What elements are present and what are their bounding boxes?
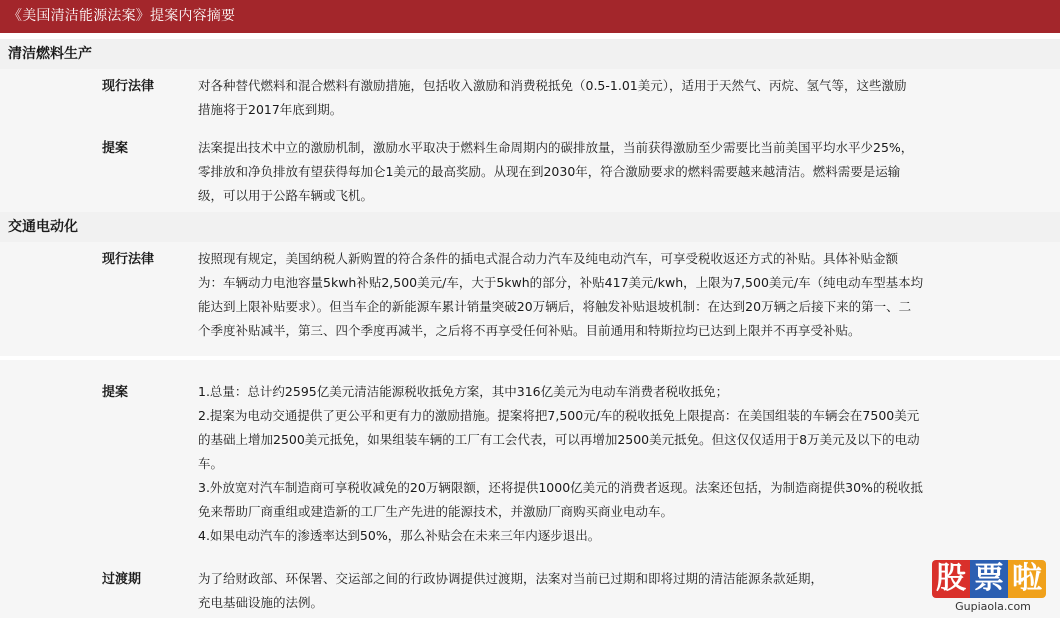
row-label-transition: 过渡期: [102, 572, 142, 587]
text-line: 1.总量：总计约2595亿美元清洁能源税收抵免方案，其中316亿美元为电动车消费者税收抵免；: [198, 384, 729, 399]
row-text-transition: [198, 567, 938, 615]
text-line: 法案提出技术中立的激励机制，激励水平取决于燃料生命周期内的碳排放量，当前获得激励至少需要比当前美国平均水平少25%，: [198, 140, 914, 155]
section-heading-transport-electrification: 交通电动化: [0, 212, 1060, 242]
row-label-proposal: 提案: [102, 141, 129, 156]
row-text-proposal: [198, 380, 1056, 548]
text-line: 的基础上增加2500美元抵免，如果组装车辆的工厂有工会代表，可以再增加2500美元抵免。但这仅仅适用于8万美元及以下的电动: [198, 432, 920, 447]
text-line: 措施将于2017年底到期。: [198, 102, 343, 117]
text-line: 4.如果电动汽车的渗透率达到50%，那么补贴会在未来三年内逐步退出。: [198, 528, 601, 543]
watermark-char: 票: [970, 560, 1008, 598]
text-line: 为了给财政部、环保署、交运部之间的行政协调提供过渡期，法案对当前已过期和即将过期的清洁能源条款延期，: [198, 571, 824, 586]
row-label-proposal: 提案: [102, 385, 129, 400]
text-line: 车。: [198, 456, 224, 471]
row-text-proposal: [198, 136, 1056, 208]
watermark-char: 啦: [1008, 560, 1046, 598]
row-text-current-law: [198, 74, 1056, 122]
text-line: 按照现有规定，美国纳税人新购置的符合条件的插电式混合动力汽车及纯电动汽车，可享受税收返还方式的补贴。具体补贴金额: [198, 251, 899, 266]
text-line: 充电基础设施的法例。: [198, 595, 324, 610]
row-text-current-law: [198, 247, 1056, 343]
text-line: 级，可以用于公路车辆或飞机。: [198, 188, 374, 203]
text-line: 免来帮助厂商重组或建造新的工厂生产先进的能源技术，并激励厂商购买商业电动车。: [198, 504, 674, 519]
text-line: 能达到上限补贴要求）。但当车企的新能源车累计销量突破20万辆后，将触发补贴退坡机制：在达到20万辆之后接下来的第一、二: [198, 299, 912, 314]
text-line: 为：车辆动力电池容量5kwh补贴2,500美元/车，大于5kwh的部分，补贴417美元/kwh，上限为7,500美元/车（纯电动车型基本均: [198, 275, 924, 290]
text-line: 3.外放宽对汽车制造商可享税收减免的20万辆限额，还将提供1000亿美元的消费者返现。法案还包括，为制造商提供30%的税收抵: [198, 480, 923, 495]
row-label-current-law: 现行法律: [102, 79, 155, 94]
row-label-current-law: 现行法律: [102, 252, 155, 267]
watermark-logo: [932, 560, 1054, 616]
text-line: 2.提案为电动交通提供了更公平和更有力的激励措施。提案将把7,500元/车的税收抵免上限提高：在美国组装的车辆会在7500美元: [198, 408, 920, 423]
section-heading-clean-fuel: 清洁燃料生产: [0, 39, 1060, 69]
watermark-char: 股: [932, 560, 970, 598]
text-line: 零排放和净负排放有望获得每加仑1美元的最高奖励。从现在到2030年，符合激励要求的燃料需要越来越清洁。燃料需要是运输: [198, 164, 901, 179]
text-line: 对各种替代燃料和混合燃料有激励措施，包括收入激励和消费税抵免（0.5-1.01美元），适用于天然气、丙烷、氢气等，这些激励: [198, 78, 907, 93]
table-title: 《美国清洁能源法案》提案内容摘要: [0, 0, 1060, 33]
watermark-url: Gupiaola.com: [955, 600, 1031, 613]
text-line: 个季度补贴减半，第三、四个季度再减半，之后将不再享受任何补贴。目前通用和特斯拉均已达到上限并不再享受补贴。: [198, 323, 861, 338]
